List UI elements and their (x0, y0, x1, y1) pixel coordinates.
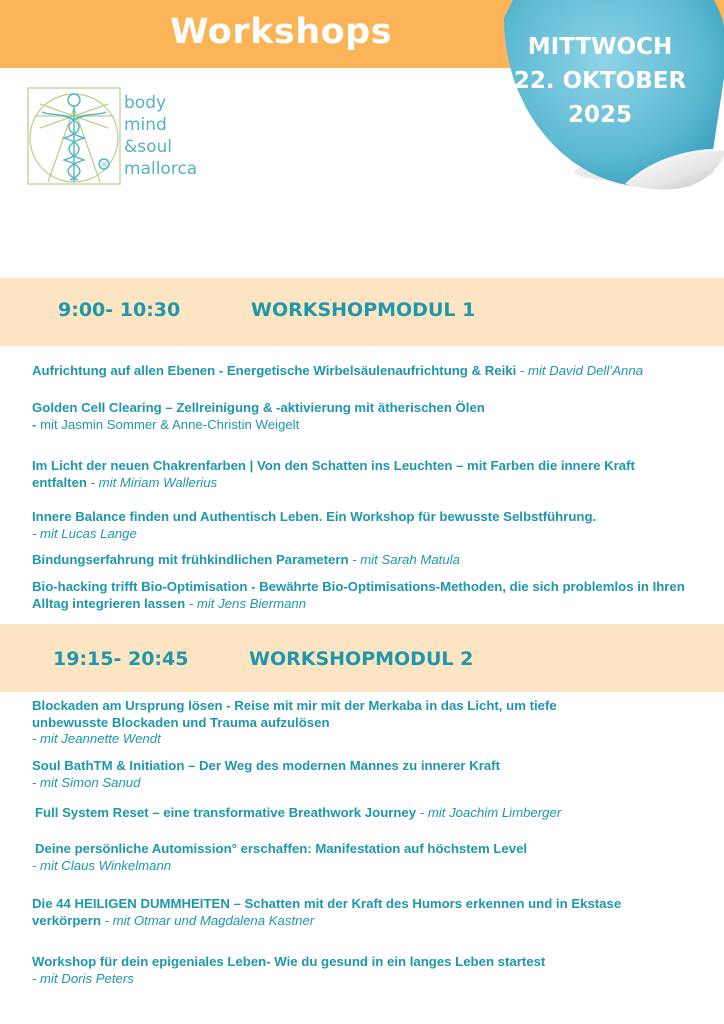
module-title: WORKSHOPMODUL 2 (249, 648, 474, 670)
logo-line-mallorca: mallorca (124, 159, 198, 179)
logo-line-body: body (124, 93, 167, 113)
logo (26, 86, 226, 190)
workshop-presenter: - mit Doris Peters (32, 970, 134, 986)
module-band-2 (0, 624, 724, 692)
workshop-presenter: - mit Otmar und Magdalena Kastner (100, 912, 315, 928)
workshop-item (32, 896, 622, 929)
module-time: 9:00- 10:30 (58, 299, 181, 321)
workshop-title: Blockaden am Ursprung lösen - Reise mit mir mit der Merkaba in das Licht, um tiefe unbewusste Blockaden und Trauma aufzulösen (32, 698, 557, 730)
workshop-title: Soul BathTM & Initiation – Der Weg des modernen Mannes zu innerer Kraft (32, 758, 500, 773)
workshop-presenter: - mit David Dell’Anna (516, 363, 644, 378)
workshop-presenter: - mit Claus Winkelmann (32, 857, 172, 873)
date-year: 2025 (567, 102, 632, 128)
logo-line-soul: &soul (124, 137, 173, 157)
workshop-presenter: - mit Lucas Lange (32, 525, 137, 541)
workshop-title: Aufrichtung auf allen Ebenen - Energetische Wirbelsäulenaufrichtung & Reiki (32, 363, 517, 378)
workshop-item (32, 841, 712, 874)
workshop-item (32, 400, 712, 433)
workshop-title: Workshop für dein epigeniales Leben- Wie du gesund in ein langes Leben startest (32, 954, 546, 969)
workshop-item (32, 758, 712, 791)
workshop-title: Innere Balance finden und Authentisch Leben. Ein Workshop für bewusste Selbstführung. (32, 509, 597, 524)
workshop-dash: - (32, 416, 41, 432)
event-date (500, 30, 700, 132)
date-weekday: MITTWOCH (527, 34, 673, 60)
workshop-presenter: - mit Jeannette Wendt (32, 731, 161, 746)
workshop-item (32, 698, 622, 748)
workshop-title: Die 44 HEILIGEN DUMMHEITEN – Schatten mit der Kraft des Humors erkennen und in Ekstase verkörpern (32, 896, 622, 928)
module-time: 19:15- 20:45 (53, 648, 189, 670)
workshop-title: Golden Cell Clearing – Zellreinigung & -aktivierung mit ätherischen Ölen (32, 400, 485, 415)
workshop-item (32, 552, 712, 569)
logo-wordmark (124, 92, 197, 180)
workshop-presenter: - mit Jens Biermann (185, 595, 307, 611)
module-title: WORKSHOPMODUL 1 (251, 299, 476, 321)
workshop-title: Bio-hacking trifft Bio-Optimisation - Bewährte Bio-Optimisations-Methoden, die sich problemlos in Ihren Alltag integrieren lassen (32, 579, 685, 611)
workshop-item (32, 579, 704, 612)
workshop-presenter: - mit Simon Sanud (32, 774, 141, 790)
workshop-item (32, 509, 712, 542)
logo-line-mind: mind (124, 115, 167, 135)
workshop-item (35, 805, 715, 822)
workshop-title: Deine persönliche Automission° erschaffen: Manifestation auf höchstem Level (35, 841, 528, 856)
workshop-presenter: - mit Sarah Matula (348, 552, 460, 567)
workshop-presenter: - mit Joachim Limberger (416, 805, 562, 820)
workshop-title: Im Licht der neuen Chakrenfarben | Von den Schatten ins Leuchten – mit Farben die innere Kraft entfalten (32, 458, 635, 490)
vitruvian-caduceus-icon (26, 86, 122, 186)
registered-mark: ® (100, 161, 108, 169)
page-title: Workshops (169, 12, 393, 52)
module-band-1 (0, 278, 724, 346)
date-day-month: 22. OKTOBER (513, 68, 687, 94)
workshop-item (32, 363, 712, 380)
workshop-item (32, 458, 672, 491)
workshop-title: Bindungserfahrung mit frühkindlichen Parametern (32, 552, 349, 567)
workshop-title: Full System Reset – eine transformative Breathwork Journey (35, 805, 417, 820)
workshop-presenter: - mit Miriam Wallerius (86, 474, 218, 490)
workshop-presenter: mit Jasmin Sommer & Anne-Christin Weigelt (40, 416, 300, 432)
workshop-item (32, 954, 712, 987)
